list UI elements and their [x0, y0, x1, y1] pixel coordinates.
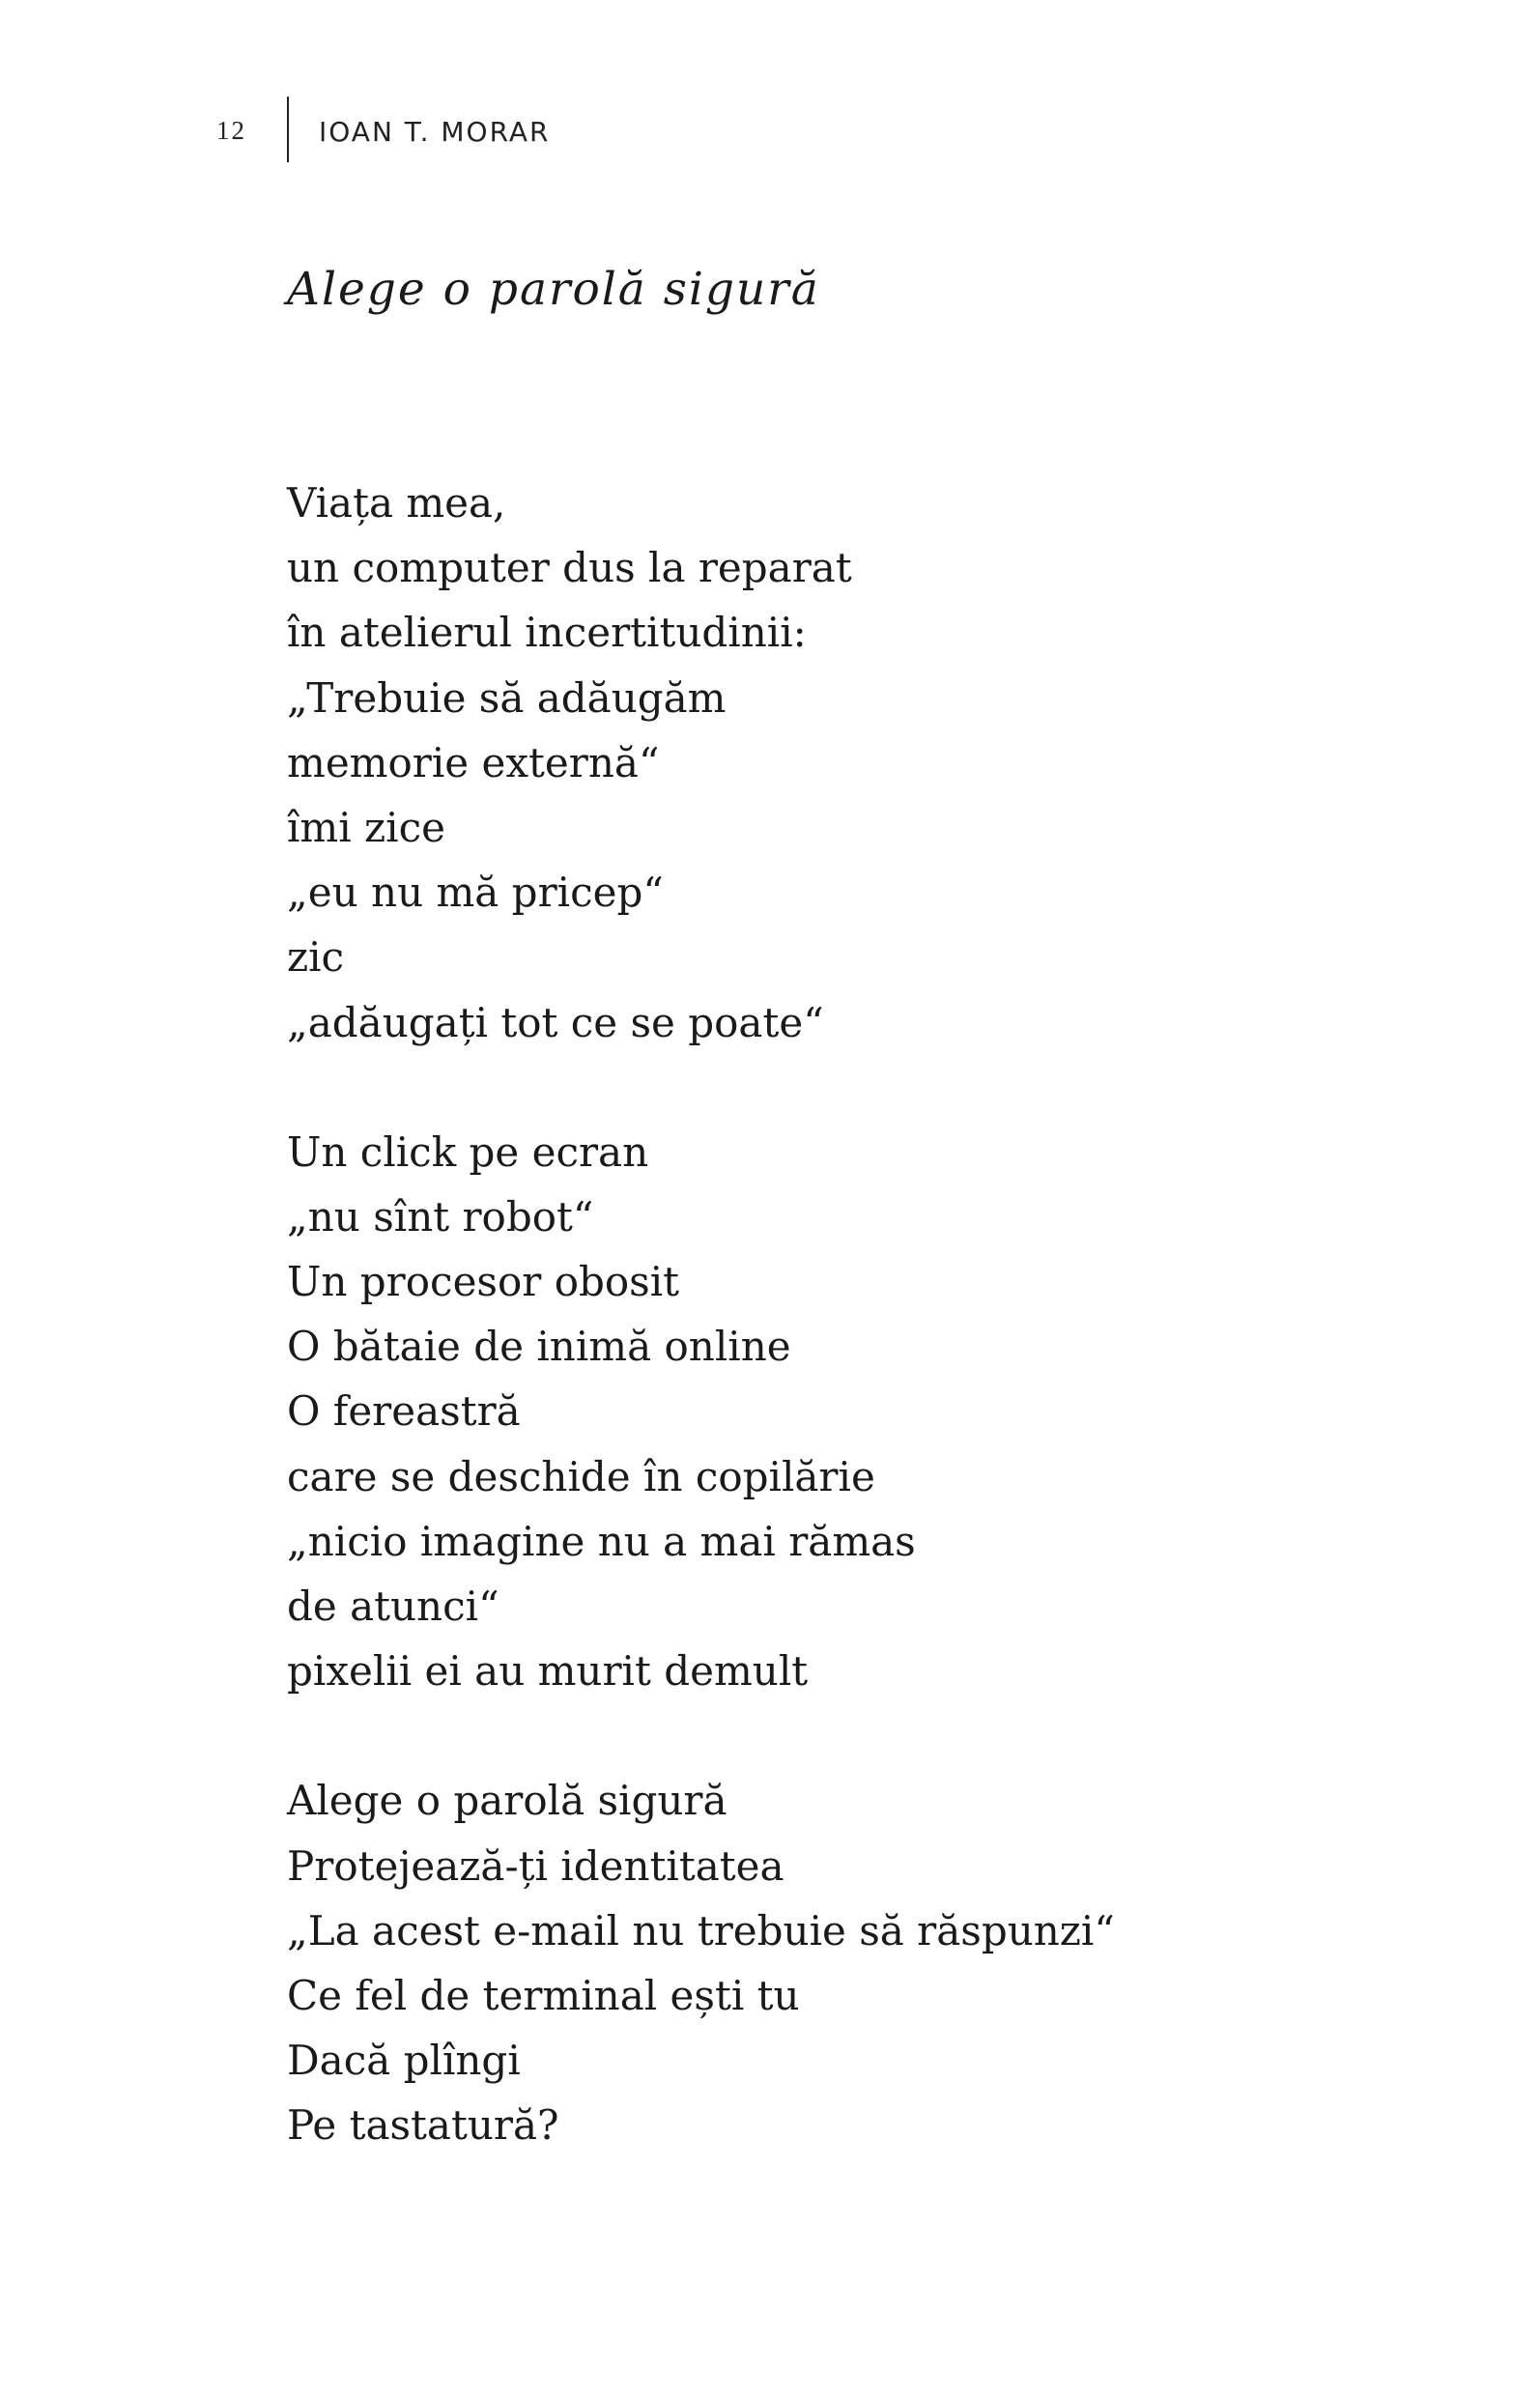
stanza-1: [287, 471, 1350, 1055]
poem-line: „Trebuie să adăugăm: [287, 673, 727, 722]
poem-body: [287, 471, 1350, 2158]
page-number: 12: [216, 116, 246, 145]
header-divider: [287, 97, 289, 162]
stanza-2: [287, 1120, 1350, 1704]
poem-line: memorie externă“: [287, 738, 660, 786]
poem-title: Alege o parolă sigură: [287, 263, 820, 316]
poem-line: zic: [287, 933, 345, 982]
poem-line: Dacă plîngi: [287, 2037, 521, 2085]
poem-line: de atunci“: [287, 1583, 499, 1630]
poem-line: Viața mea,: [287, 479, 506, 527]
poem-line: O fereastră: [287, 1387, 521, 1436]
poem-line: Un click pe ecran: [287, 1127, 649, 1176]
poem-line: îmi zice: [287, 803, 445, 851]
poem-line: care se deschide în copilărie: [287, 1452, 875, 1500]
stanza-3: [287, 1768, 1350, 2157]
poem-line: „nu sînt robot“: [287, 1192, 594, 1241]
author-name: IOAN T. MORAR: [319, 116, 551, 148]
poem-line: Pe tastatură?: [287, 2101, 559, 2150]
poem-line: „adăugați tot ce se poate“: [287, 998, 824, 1046]
poem-line: pixelii ei au murit demult: [287, 1647, 809, 1696]
poem-line: în atelierul incertitudinii:: [287, 609, 807, 657]
poem-line: Protejează-ți identitatea: [287, 1841, 784, 1890]
poem-line: un computer dus la reparat: [287, 544, 852, 592]
poem-line: „La acest e-mail nu trebuie să răspunzi“: [287, 1906, 1115, 1954]
poem-line: Un procesor obosit: [287, 1258, 680, 1306]
poem-line: O bătaie de inimă online: [287, 1323, 791, 1371]
running-head: [0, 97, 1540, 164]
poem-line: Ce fel de terminal ești tu: [287, 1971, 800, 2019]
poem-line: „nicio imagine nu a mai rămas: [287, 1517, 916, 1565]
poem-line: Alege o parolă sigură: [287, 1777, 727, 1825]
poem-line: „eu nu mă pricep“: [287, 869, 664, 917]
